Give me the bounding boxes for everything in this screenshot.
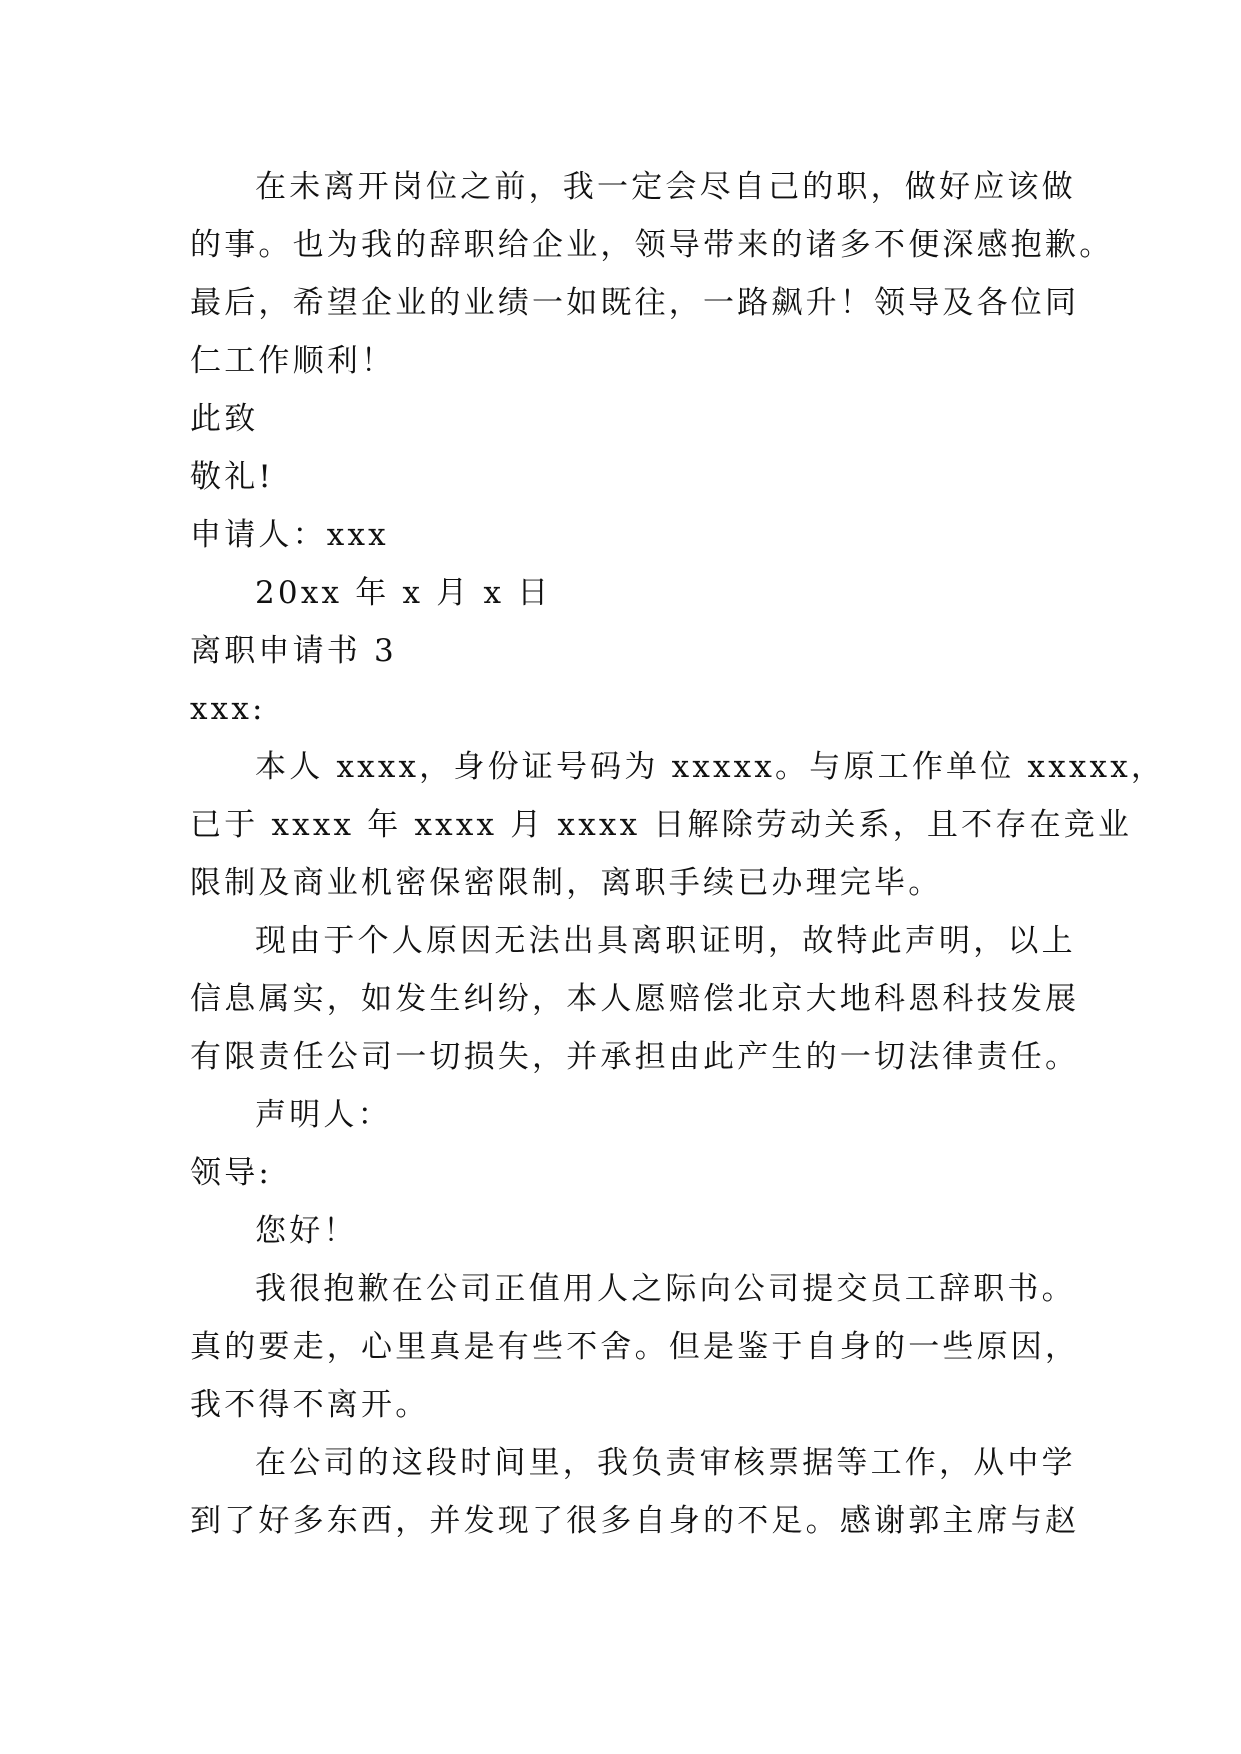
- addressee-line: 领导:: [190, 1155, 273, 1191]
- date-line: 20xx 年 x 月 x 日: [255, 575, 552, 611]
- paragraph-line: 信息属实，如发生纠纷，本人愿赔偿北京大地科恩科技发展: [190, 981, 1080, 1017]
- paragraph-line: 已于 xxxx 年 xxxx 月 xxxx 日解除劳动关系，且不存在竞业: [190, 807, 1133, 843]
- paragraph-line: 最后，希望企业的业绩一如既往，一路飙升！领导及各位同: [190, 285, 1080, 321]
- paragraph-line: 我很抱歉在公司正值用人之际向公司提交员工辞职书。: [255, 1271, 1076, 1307]
- greeting-line: 您好！: [255, 1213, 358, 1249]
- applicant-line: 申请人：xxx: [190, 517, 389, 553]
- addressee-line: xxx:: [190, 691, 266, 727]
- paragraph-line: 本人 xxxx，身份证号码为 xxxxx。与原工作单位 xxxxx，: [255, 749, 1166, 785]
- closing-line: 此致: [190, 401, 259, 437]
- paragraph-line: 真的要走，心里真是有些不舍。但是鉴于自身的一些原因，: [190, 1329, 1080, 1365]
- paragraph-line: 到了好多东西，并发现了很多自身的不足。感谢郭主席与赵: [190, 1503, 1080, 1539]
- paragraph-line: 的事。也为我的辞职给企业，领导带来的诸多不便深感抱歉。: [190, 227, 1114, 263]
- paragraph-line: 我不得不离开。: [190, 1387, 430, 1423]
- section-title: 离职申请书 3: [190, 633, 397, 669]
- declarant-line: 声明人：: [255, 1097, 392, 1133]
- paragraph-line: 在公司的这段时间里，我负责审核票据等工作，从中学: [255, 1445, 1076, 1481]
- salutation-line: 敬礼!: [190, 459, 275, 495]
- paragraph-line: 有限责任公司一切损失，并承担由此产生的一切法律责任。: [190, 1039, 1080, 1075]
- paragraph-line: 限制及商业机密保密限制，离职手续已办理完毕。: [190, 865, 943, 901]
- paragraph-line: 仁工作顺利！: [190, 343, 396, 379]
- paragraph-line: 现由于个人原因无法出具离职证明，故特此声明，以上: [255, 923, 1076, 959]
- paragraph-line: 在未离开岗位之前，我一定会尽自己的职，做好应该做: [255, 169, 1076, 205]
